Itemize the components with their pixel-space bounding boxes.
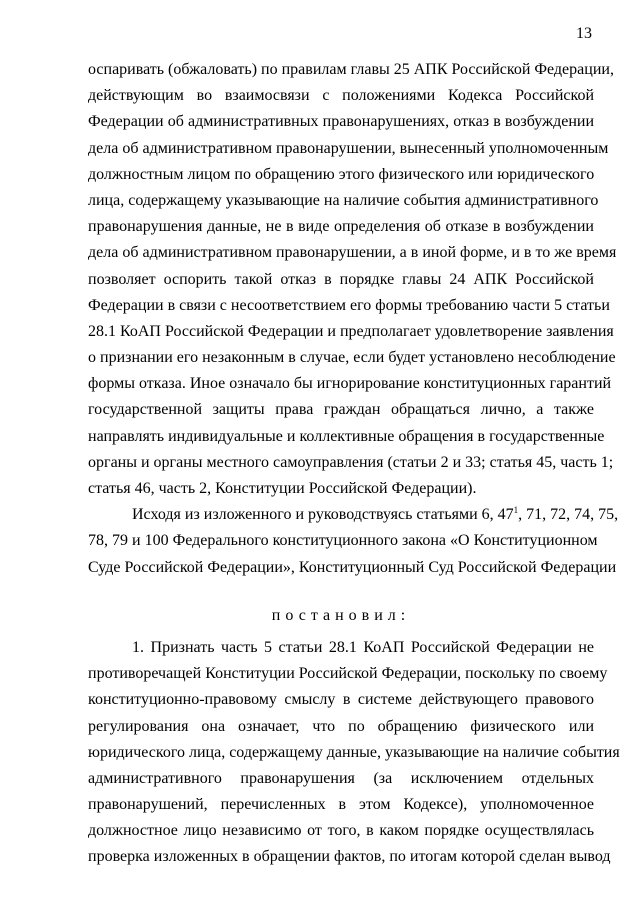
text-line: статья 46, часть 2, Конституции Российской Федерации). [88,480,477,497]
text-line: должностным лицом по обращению этого физического или юридического [88,165,595,183]
text-line: проверка изложенных в обращении фактов, по итогам которой сделан вывод [88,848,611,866]
text-line: дела об административном правонарушении, а в иной форме, и в то же время [88,244,617,262]
text-line: правонарушений, перечисленных в этом Кодексе), уполномоченное [88,796,594,814]
resolution-heading: постановил: [271,606,411,624]
text-fragment: Исходя из изложенного и руководствуясь статьями 6, 47 [132,506,514,524]
text-line: 28.1 КоАП Российской Федерации и предполагает удовлетворение заявления [88,322,614,340]
superscript: 1 [513,505,519,516]
text-line: Суде Российской Федерации», Конституционный Суд Российской Федерации [88,558,617,576]
text-line: о признании его незаконным в случае, если будет установлено несоблюдение [88,349,616,367]
text-line: юридического лица, содержащему данные, указывающие на наличие события [88,743,620,761]
text-line: дела об административном правонарушении, вынесенный уполномоченным [88,139,609,157]
text-line: противоречащей Конституции Российской Федерации, поскольку по своему [88,665,608,683]
text-line: 1. Признать часть 5 статьи 28.1 КоАП Российской Федерации не [132,638,594,656]
text-line: действующим во взаимосвязи с положениями Кодекса Российской [88,87,594,105]
text-line: Федерации в связи с несоответствием его формы требованию части 5 статьи [88,296,610,314]
text-line: лица, содержащему указывающие на наличие события административного [88,191,599,209]
text-line-with-footnote [88,502,619,528]
text-line: должностное лицо независимо от того, в каком порядке осуществлялась [88,822,594,840]
document-body [88,57,620,871]
spacer [88,581,594,603]
text-line: конституционно-правовому смыслу в системе действующего правового [88,691,594,709]
text-line: государственной защиты права граждан обращаться лично, а также [88,401,594,419]
page-number: 13 [576,25,592,42]
text-fragment: , 71, 72, 74, 75, [518,506,619,524]
text-line: органы и органы местного самоуправления (статьи 2 и 33; статья 45, часть 1; [88,453,614,471]
text-line: административного правонарушения (за исключением отдельных [88,769,594,787]
text-line: Федерации об административных правонарушениях, отказ в возбуждении [88,113,594,131]
text-line: 78, 79 и 100 Федерального конституционного закона «О Конституционном [88,532,598,550]
text-line: правонарушения данные, не в виде определения об отказе в возбуждении [88,218,594,236]
text-line: направлять индивидуальные и коллективные обращения в государственные [88,427,605,445]
text-line: регулирования она означает, что по обращению физического или [88,717,594,735]
text-line: оспаривать (обжаловать) по правилам главы 25 АПК Российской Федерации, [88,61,614,78]
text-line: позволяет оспорить такой отказ в порядке главы 24 АПК Российской [88,270,594,288]
text-line: формы отказа. Иное означало бы игнорирование конституционных гарантий [88,375,612,393]
